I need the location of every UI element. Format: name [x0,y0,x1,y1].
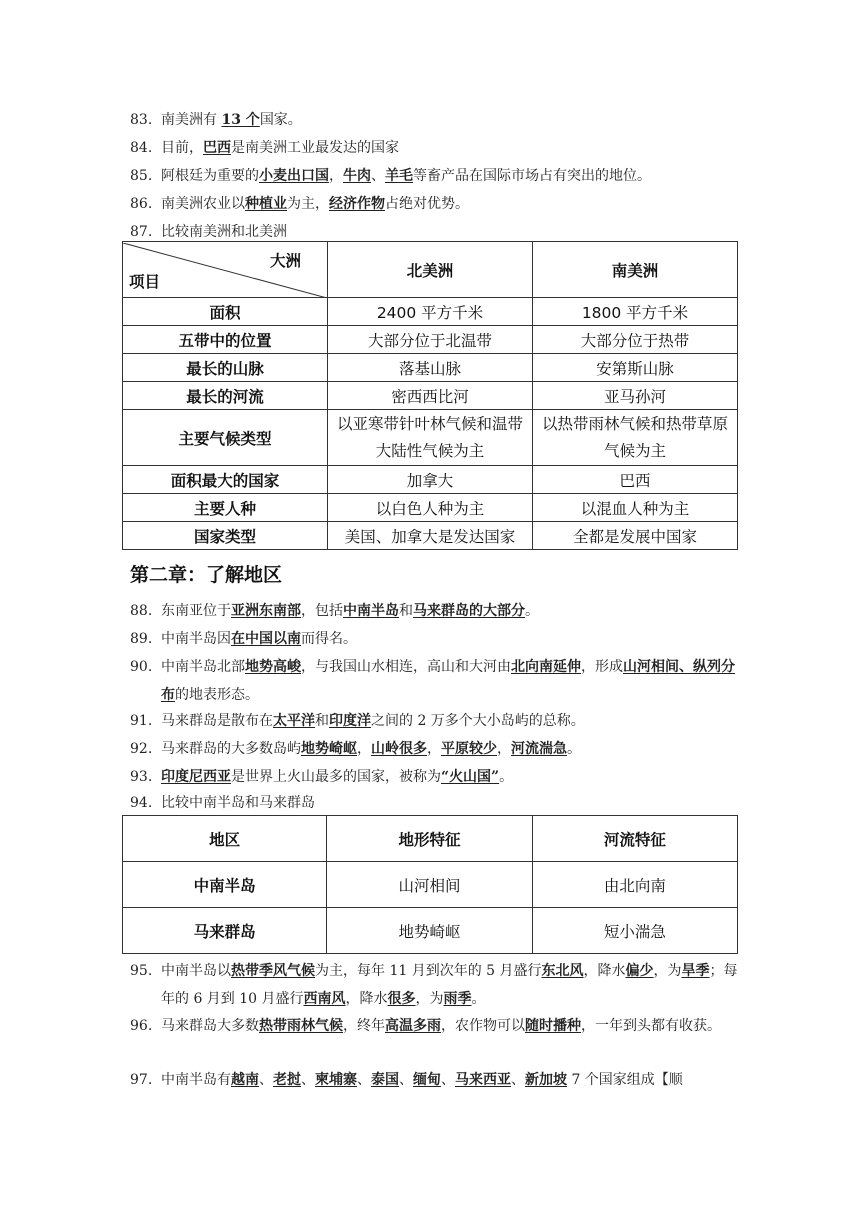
key-term: 西南风 [303,991,346,1007]
table-cell: 2400 平方千米 [328,298,533,326]
key-term: 高温多雨 [385,1018,441,1034]
table-row [123,466,738,494]
table-row [123,908,738,954]
table-row [123,298,738,326]
key-term: 印度尼西亚 [161,769,231,785]
table-row [123,862,738,908]
key-term: 东北风 [541,963,584,979]
table-cell: 以混血人种为主 [533,494,738,522]
list-item [130,707,740,735]
item-number: 92. [130,741,153,757]
row-label: 国家类型 [123,522,328,550]
list-item [130,1012,740,1040]
header-north-america: 北美洲 [328,242,533,298]
key-term: 巴西 [203,140,231,156]
item-number: 84. [130,140,153,156]
row-label: 主要气候类型 [123,410,328,466]
header-south-america: 南美洲 [533,242,738,298]
item-text: 南美洲有 13 个国家。 [161,112,302,128]
list-item [130,653,740,709]
key-term: 山岭很多 [371,741,427,757]
key-term: 山河相间、纵列分布 [161,659,735,703]
key-term: 地势高峻 [245,659,301,675]
item-number: 94. [130,795,153,811]
list-item [130,735,740,763]
table-cell: 1800 平方千米 [533,298,738,326]
table-cell: 加拿大 [328,466,533,494]
list-item [130,597,740,625]
chapter-title: 第二章：了解地区 [130,564,283,586]
table-cell: 以白色人种为主 [328,494,533,522]
item-text: 马来群岛是散布在太平洋和印度洋之间的 2 万多个大小岛屿的总称。 [161,713,585,729]
row-label: 五带中的位置 [123,326,328,354]
key-term: 马来西亚 [455,1072,511,1088]
list-item [130,789,740,817]
key-term: 泰国 [371,1072,399,1088]
item-number: 95. [130,963,153,979]
table-cell: 地势崎岖 [327,908,532,954]
row-label: 最长的山脉 [123,354,328,382]
item-text: 目前，巴西是南美洲工业最发达的国家 [161,140,399,156]
row-label: 面积最大的国家 [123,466,328,494]
key-term: 羊毛 [385,168,413,184]
table-row [123,522,738,550]
table-cell: 落基山脉 [328,354,533,382]
key-term: 很多 [387,991,416,1007]
key-term: 马来群岛的大部分 [413,603,525,619]
item-text: 中南半岛以热带季风气候为主，每年 11 月到次年的 5 月盛行东北风，降水偏少，为旱季；每年的 6 月到 10 月盛行西南风，降水很多，为雨季。 [161,963,738,1007]
table-row [123,494,738,522]
key-term: 太平洋 [273,713,315,729]
header-terrain: 地形特征 [327,816,532,862]
item-text: 中南半岛北部地势高峻，与我国山水相连，高山和大河由北向南延伸，形成山河相间、纵列分布的地表形态。 [161,659,735,703]
row-label: 主要人种 [123,494,328,522]
row-label: 面积 [123,298,328,326]
key-term: 平原较少 [441,741,497,757]
row-label: 最长的河流 [123,382,328,410]
item-number: 93. [130,769,153,785]
key-term: 牛肉 [343,168,371,184]
item-text: 中南半岛因在中国以南而得名。 [161,631,357,647]
key-term: “火山国” [441,769,500,785]
table-cell: 密西西比河 [328,382,533,410]
key-term: 在中国以南 [231,631,301,647]
item-number: 87. [130,224,153,240]
item-text: 马来群岛的大多数岛屿地势崎岖，山岭很多，平原较少，河流湍急。 [161,741,581,757]
table-cell: 以热带雨林气候和热带草原气候为主 [533,410,738,466]
key-term: 雨季 [443,991,472,1007]
list-item [130,134,740,162]
row-label: 中南半岛 [123,862,327,908]
item-number: 90. [130,659,153,675]
table-cell: 亚马孙河 [533,382,738,410]
item-text: 比较南美洲和北美洲 [161,224,287,240]
corner-label-item: 项目 [129,273,161,291]
key-term: 中南半岛 [343,603,399,619]
key-term: 热带季风气候 [231,963,315,979]
list-item [130,1066,740,1094]
table-row [123,382,738,410]
key-term: 亚洲东南部 [231,603,301,619]
table-cell: 美国、加拿大是发达国家 [328,522,533,550]
item-text: 阿根廷为重要的小麦出口国，牛肉、羊毛等畜产品在国际市场占有突出的地位。 [161,168,651,184]
item-number: 97. [130,1072,153,1088]
item-number: 88. [130,603,153,619]
list-item [130,162,740,190]
item-number: 96. [130,1018,153,1034]
item-number: 83. [130,112,153,128]
key-term: 经济作物 [329,196,385,212]
key-term: 小麦出口国 [259,168,329,184]
item-text: 比较中南半岛和马来群岛 [161,795,315,811]
table-cell: 安第斯山脉 [533,354,738,382]
key-term: 旱季 [681,963,710,979]
table-row [123,410,738,466]
item-text: 东南亚位于亚洲东南部，包括中南半岛和马来群岛的大部分。 [161,603,539,619]
list-item [130,763,740,791]
key-term: 地势崎岖 [301,741,357,757]
table-cell: 大部分位于热带 [533,326,738,354]
key-term: 缅甸 [413,1072,441,1088]
item-number: 89. [130,631,153,647]
key-term: 热带雨林气候 [259,1018,343,1034]
corner-label-continent: 大洲 [269,252,301,270]
key-term: 河流湍急 [511,741,567,757]
list-item [130,957,740,1013]
item-text: 南美洲农业以种植业为主，经济作物占绝对优势。 [161,196,469,212]
key-term: 柬埔寨 [315,1072,357,1088]
item-text: 马来群岛大多数热带雨林气候，终年高温多雨，农作物可以随时播种，一年到头都有收获。 [161,1018,721,1034]
table-row [123,326,738,354]
key-term: 种植业 [245,196,287,212]
comparison-table-peninsula-islands [122,815,738,954]
table-row [123,354,738,382]
item-number: 85. [130,168,153,184]
header-region: 地区 [123,816,327,862]
key-term: 北向南延伸 [511,659,581,675]
list-item [130,625,740,653]
key-term: 13 个 [221,112,260,128]
header-rivers: 河流特征 [532,816,737,862]
item-text: 中南半岛有越南、老挝、柬埔寨、泰国、缅甸、马来西亚、新加坡 7 个国家组成【顺 [161,1072,683,1088]
key-term: 偏少 [625,963,654,979]
row-label: 马来群岛 [123,908,327,954]
table-cell: 山河相间 [327,862,532,908]
comparison-table-americas [122,241,738,550]
item-text: 印度尼西亚是世界上火山最多的国家，被称为“火山国”。 [161,769,514,785]
key-term: 印度洋 [329,713,371,729]
table-cell: 由北向南 [532,862,737,908]
table-corner-cell [123,242,328,298]
table-cell: 大部分位于北温带 [328,326,533,354]
item-number: 91. [130,713,153,729]
list-item [130,190,740,218]
list-item [130,106,740,134]
key-term: 随时播种 [525,1018,581,1034]
key-term: 新加坡 [525,1072,567,1088]
table-cell: 巴西 [533,466,738,494]
key-term: 老挝 [273,1072,301,1088]
table-cell: 以亚寒带针叶林气候和温带大陆性气候为主 [328,410,533,466]
table-cell: 全都是发展中国家 [533,522,738,550]
item-number: 86. [130,196,153,212]
table-cell: 短小湍急 [532,908,737,954]
key-term: 越南 [231,1072,259,1088]
